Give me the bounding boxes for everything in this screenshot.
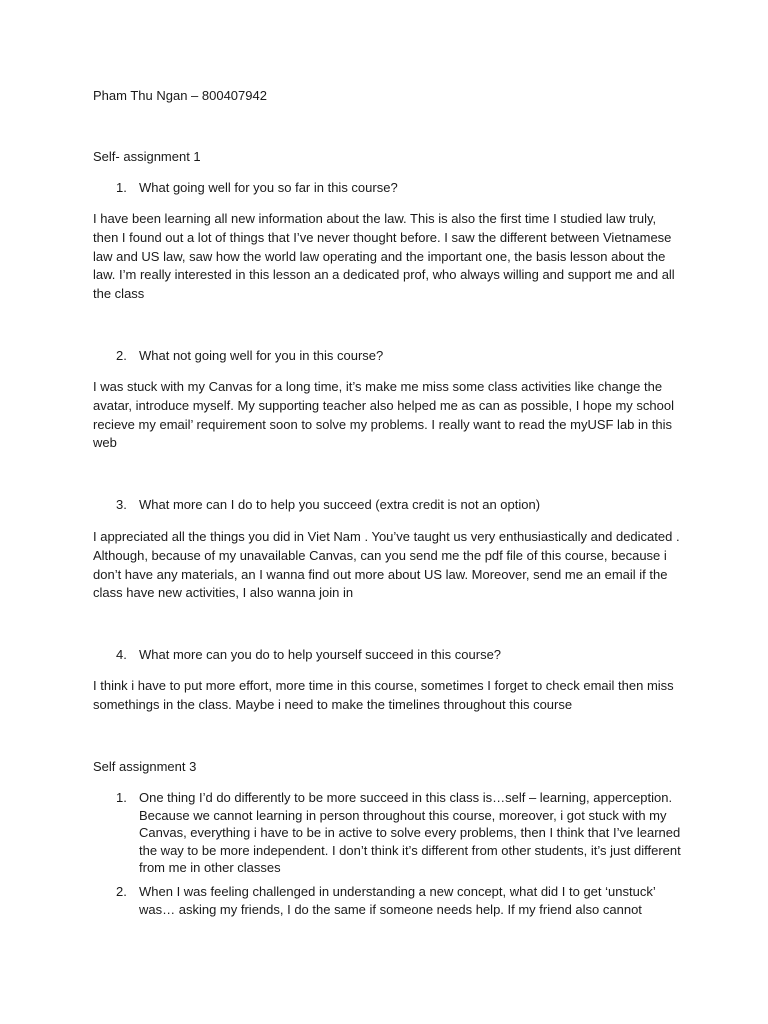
list-number: 2. — [116, 884, 127, 899]
question-text: What more can you do to help yourself succeed in this course? — [139, 647, 502, 662]
answer-paragraph: I have been learning all new information about the law. This is also the first time I studied law truly, then I found out a lot of things that I’ve never thought before. I saw the different between Vietnamese law and US law, saw how the world law operating and the important one, the basis lesson about the law. I’m really interested in this lesson an a dedicated prof, who always willing and support me and all the class — [93, 211, 675, 302]
author-line: Pham Thu Ngan – 800407942 — [93, 88, 267, 103]
answer-paragraph: I think i have to put more effort, more time in this course, sometimes I forget to check email then miss somethings in the class. Maybe i need to make the timelines throughout this course — [93, 678, 674, 712]
question-text: What more can I do to help you succeed (extra credit is not an option) — [139, 497, 541, 512]
list-number: 1. — [116, 790, 127, 805]
question-number: 3. — [116, 497, 127, 512]
question-number: 2. — [116, 348, 127, 363]
list-item: When I was feeling challenged in understanding a new concept, what did I to get ‘unstuck’ was… asking my friends, I do the same if someone needs help. If my friend also cannot — [139, 884, 656, 917]
list-item: One thing I’d do differently to be more succeed in this class is…self – learning, apperception. Because we cannot learning in person throughout this course, moreover, i got stuck with my Canvas, everything i have to be in active to solve every problems, then I think that I’ve learned the way to be more independent. I don’t think it’s different from other students, it’s just different from me in other classes — [139, 790, 681, 876]
answer-paragraph: I appreciated all the things you did in Viet Nam . You’ve taught us very enthusiastically and dedicated . Although, because of my unavailable Canvas, can you send me the pdf file of this course, because i don’t have any materials, an I wanna find out more about US law. Moreover, send me an email if the class have new activities, I also wanna join in — [93, 529, 680, 601]
assignment3-title: Self assignment 3 — [93, 759, 197, 774]
question-number: 4. — [116, 647, 127, 662]
assignment1-title: Self- assignment 1 — [93, 149, 201, 164]
answer-paragraph: I was stuck with my Canvas for a long time, it’s make me miss some class activities like change the avatar, introduce myself. My supporting teacher also helped me as can as possible, I hope my school recieve my email’ requirement soon to solve my problems. I really want to read the myUSF lab in this web — [93, 379, 674, 451]
question-text: What going well for you so far in this course? — [139, 180, 398, 195]
question-number: 1. — [116, 180, 127, 195]
question-text: What not going well for you in this course? — [139, 348, 384, 363]
